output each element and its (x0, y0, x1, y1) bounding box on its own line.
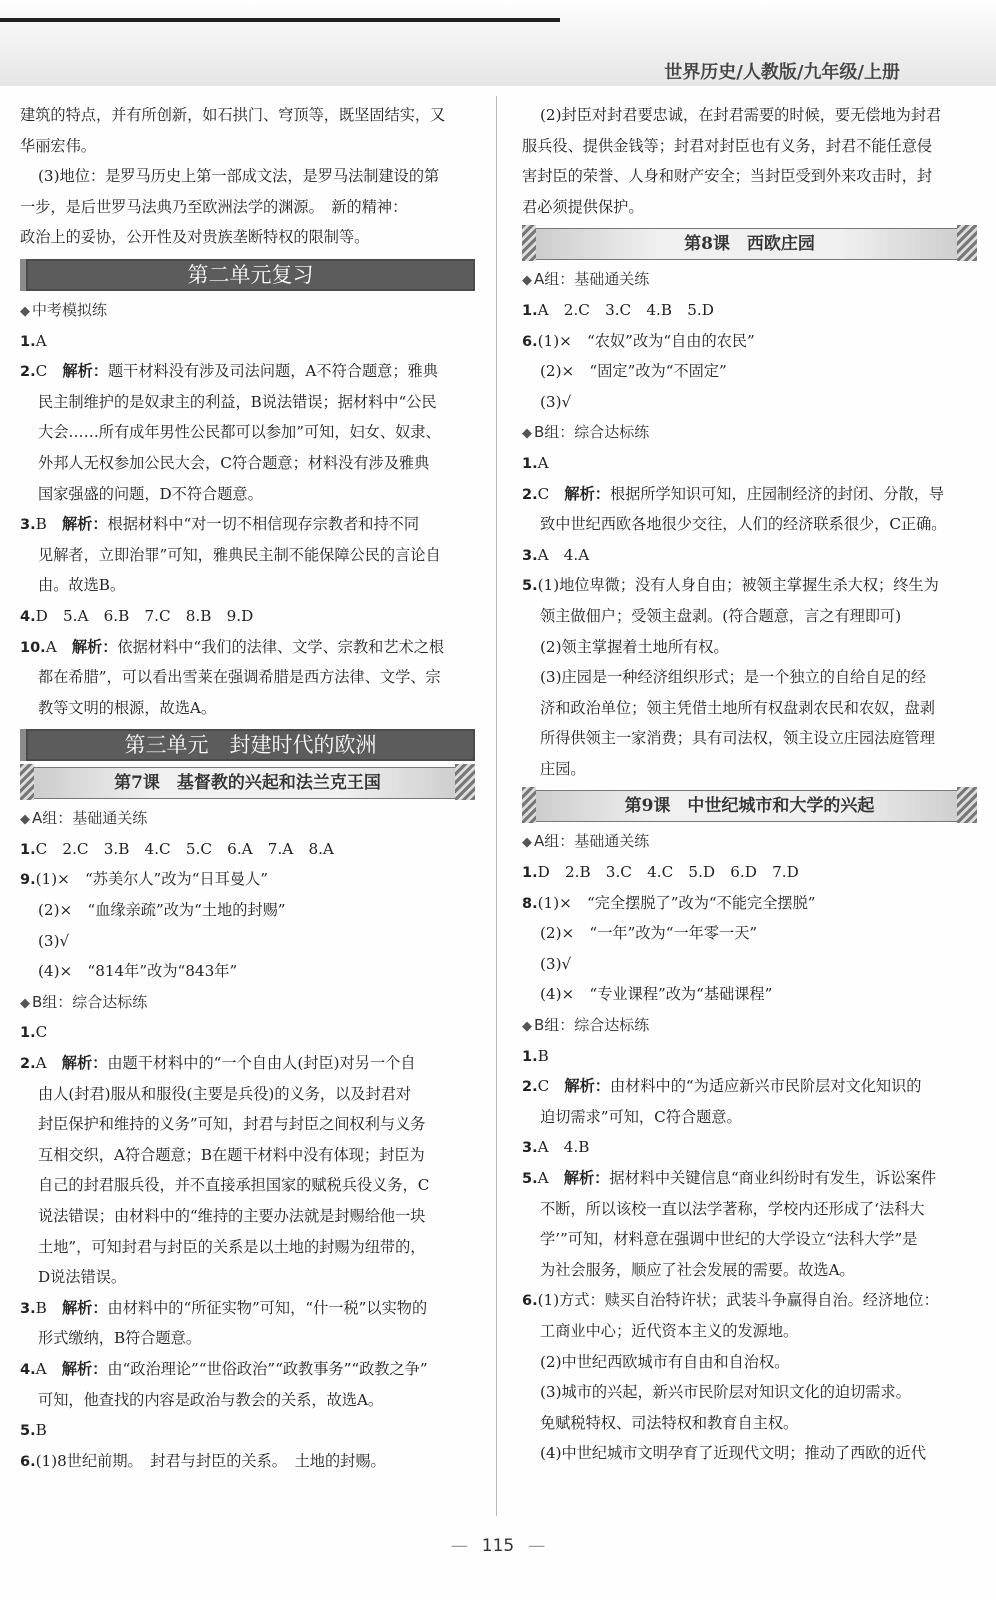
header-rule (0, 18, 560, 22)
diamond-icon: ◆ (20, 303, 30, 319)
answer-text: B (35, 1421, 47, 1440)
text-line: 工商业中心；近代资本主义的发源地。 (540, 1321, 799, 1340)
text-line: 见解者，立即治罪”可知，雅典民主制不能保障公民的言论自 (38, 545, 441, 564)
analysis-label: 解析： (564, 1077, 610, 1096)
diamond-icon: ◆ (20, 995, 30, 1011)
left-column (20, 100, 475, 1476)
analysis-text: 由“政治理论”“世俗政治”“政教事务”“政教之争” (107, 1359, 428, 1378)
text-line: (2)领主掌握着土地所有权。 (540, 637, 729, 656)
question-number: 2. (522, 1079, 538, 1096)
question-number: 6. (522, 333, 538, 350)
analysis-text: 题干材料没有涉及司法问题，A不符合题意；雅典 (107, 362, 438, 381)
group-label: B组：综合达标练 (32, 992, 148, 1011)
text-line: 建筑的特点，并有所创新，如石拱门、穹顶等，既坚固结实，又 (20, 106, 446, 124)
answer-line (20, 1415, 475, 1446)
answer-line (522, 1041, 977, 1072)
text-line: 迫切需求”可知，C符合题意。 (540, 1107, 742, 1126)
analysis-text: 根据材料中“对一切不相信现存宗教者和持不同 (107, 515, 420, 534)
section-group-heading (522, 1010, 977, 1041)
diamond-icon: ◆ (522, 1019, 532, 1035)
answer-line (522, 1285, 977, 1316)
text-line: (2)× “一年”改为“一年零一天” (540, 924, 758, 943)
lesson-heading-banner: 第8课 西欧庄园 (522, 228, 977, 260)
question-number: 3. (522, 547, 538, 564)
text-line: 致中世纪西欧各地很少交往，人们的经济联系很少，C正确。 (540, 515, 947, 534)
analysis-label: 解析： (563, 1169, 610, 1187)
answer-line (522, 540, 977, 571)
analysis-label: 解析： (71, 637, 118, 656)
answer-line (522, 857, 977, 888)
question-number: 6. (20, 1453, 36, 1470)
answer-line (522, 1163, 977, 1194)
answer-text: A (45, 637, 72, 656)
answer-line (20, 601, 475, 632)
answer-text: B (35, 1298, 62, 1317)
text-line: 庄园。 (540, 759, 586, 778)
answer-text: C 2.C 3.B 4.C 5.C 6.A 7.A 8.A (35, 839, 334, 858)
text-line: (3)地位：是罗马历史上第一部成文法，是罗马法制建设的第 (38, 167, 440, 186)
question-number: 2. (20, 364, 36, 381)
answer-line (20, 834, 475, 865)
text-line: 大会……所有成年男性公民都可以参加”可知，妇女、奴隶、 (38, 423, 441, 442)
question-number: 4. (20, 1361, 36, 1378)
lesson-heading-banner: 第7课 基督教的兴起和法兰克王国 (20, 767, 475, 799)
question-number: 10. (20, 639, 46, 656)
question-number: 1. (20, 841, 36, 858)
text-line: (3)庄园是一种经济组织形式；是一个独立的自给自足的经 (540, 668, 927, 687)
group-label: A组：基础通关练 (534, 832, 650, 851)
answer-text: (1)8世纪前期。 封君与封臣的关系。 土地的封赐。 (35, 1451, 386, 1470)
answer-line (20, 326, 475, 357)
answer-text: A (35, 331, 47, 350)
text-line: (2)中世纪西欧城市有自由和自治权。 (540, 1352, 790, 1371)
diamond-icon: ◆ (522, 426, 532, 442)
question-number: 2. (522, 486, 538, 503)
question-number: 8. (522, 895, 538, 912)
text-line: 说法错误；由材料中的“维持的主要办法就是封赐给他一块 (38, 1207, 426, 1225)
text-line: 自己的封君服兵役，并不直接承担国家的赋税兵役义务，C (38, 1176, 430, 1195)
text-line: 所得供领主一家消费；具有司法权，领主设立庄园法庭管理 (540, 729, 935, 748)
answer-text: A (537, 1169, 564, 1187)
answer-text: A (537, 453, 549, 472)
question-number: 9. (20, 872, 36, 889)
group-label: B组：综合达标练 (534, 1016, 650, 1035)
text-line: 形式缴纳，B符合题意。 (38, 1329, 202, 1348)
answer-line (20, 1017, 475, 1048)
answer-line (522, 326, 977, 357)
analysis-text: 由题干材料中的“一个自由人(封臣)对另一个自 (107, 1054, 416, 1073)
question-number: 1. (522, 455, 538, 472)
analysis-label: 解析： (61, 1359, 108, 1378)
text-line: (4)× “814年”改为“843年” (38, 962, 238, 981)
text-line: 华丽宏伟。 (20, 136, 96, 155)
answer-line (20, 864, 475, 895)
answer-text: D 2.B 3.C 4.C 5.D 6.D 7.D (537, 863, 799, 882)
section-group-heading (20, 295, 475, 326)
text-line: 君必须提供保护。 (522, 197, 644, 216)
text-line: (4)× “专业课程”改为“基础课程” (540, 985, 773, 1004)
text-line: 土地”，可知封君与封臣的关系是以土地的封赐为纽带的， (38, 1237, 426, 1256)
section-group-heading (522, 417, 977, 448)
answer-line (20, 1446, 475, 1477)
text-line: (3)城市的兴起，新兴市民阶层对知识文化的迫切需求。 (540, 1383, 911, 1402)
question-number: 1. (522, 302, 538, 319)
question-number: 1. (522, 865, 538, 882)
section-group-heading (522, 826, 977, 857)
answer-line (20, 632, 475, 663)
answer-text: C (35, 362, 63, 381)
question-number: 1. (522, 1048, 538, 1065)
answer-line (20, 509, 475, 540)
analysis-text: 据材料中关键信息“商业纠纷时有发生，诉讼案件 (609, 1169, 937, 1187)
analysis-text: 依据材料中“我们的法律、文学、宗教和艺术之根 (117, 637, 445, 656)
answer-text: C (537, 1077, 565, 1096)
answer-line (522, 479, 977, 510)
text-line: (2)× “血缘亲疏”改为“土地的封赐” (38, 901, 286, 920)
question-number: 2. (20, 1056, 36, 1073)
analysis-label: 解析： (61, 1054, 108, 1073)
answer-text: (1)× “完全摆脱了”改为“不能完全摆脱” (537, 893, 816, 912)
answer-line (522, 888, 977, 919)
answer-line (522, 1132, 977, 1163)
text-line: D说法错误。 (38, 1268, 127, 1287)
answer-text: C (537, 484, 565, 503)
page-number: 115 (481, 1536, 515, 1556)
group-label: A组：基础通关练 (32, 809, 148, 828)
answer-line (20, 1293, 475, 1324)
text-line: (2)封臣对封君要忠诚，在封君需要的时候，要无偿地为封君 (540, 106, 942, 124)
text-line: 服兵役、提供金钱等；封君对封臣也有义务，封君不能任意侵 (522, 136, 933, 155)
text-line: 不断，所以该校一直以法学著称，学校内还形成了‘法科大 (540, 1199, 925, 1218)
answer-text: C (35, 1023, 48, 1042)
text-line: 为社会服务，顺应了社会发展的需要。故选A。 (540, 1260, 855, 1279)
section-group-heading (522, 264, 977, 295)
answer-text: D 5.A 6.B 7.C 8.B 9.D (35, 606, 254, 625)
text-line: 民主制维护的是奴隶主的利益，B说法错误；据材料中“公民 (38, 392, 437, 411)
running-header-title: 世界历史/人教版/九年级/上册 (664, 62, 900, 83)
section-group-heading (20, 987, 475, 1018)
group-label: A组：基础通关练 (534, 270, 650, 289)
analysis-label: 解析： (61, 515, 108, 534)
text-line: (3)√ (540, 954, 572, 973)
text-line: (2)× “固定”改为“不固定” (540, 362, 727, 381)
question-number: 1. (20, 1025, 36, 1042)
text-line: 领主做佃户；受领主盘剥。(符合题意，言之有理即可) (540, 606, 902, 625)
answer-line (522, 1071, 977, 1102)
question-number: 4. (20, 608, 36, 625)
unit-heading-banner: 第二单元复习 (20, 259, 475, 291)
diamond-icon: ◆ (20, 812, 30, 828)
answer-line (522, 570, 977, 601)
text-line: 由人(封君)服从和服役(主要是兵役)的义务，以及封君对 (38, 1084, 412, 1103)
text-line: 政治上的妥协，公开性及对贵族垄断特权的限制等。 (20, 228, 370, 247)
analysis-text: 由材料中的“为适应新兴市民阶层对文化知识的 (609, 1077, 922, 1096)
answer-text: B (537, 1046, 549, 1065)
answer-text: A 4.A (537, 545, 590, 564)
answer-line (20, 1048, 475, 1079)
column-divider (496, 96, 497, 1516)
answer-text: B (35, 515, 62, 534)
question-number: 5. (20, 1423, 36, 1440)
text-line: (3)√ (38, 931, 70, 950)
text-line: 可知，他查找的内容是政治与教会的关系，故选A。 (38, 1390, 384, 1409)
text-line: 都在希腊”，可以看出雪莱在强调希腊是西方法律、文学、宗 (38, 668, 441, 687)
page-footer: — 115 — (450, 1536, 546, 1556)
analysis-label: 解析： (564, 484, 610, 503)
text-line: 教等文明的根源，故选A。 (38, 698, 217, 717)
question-number: 3. (522, 1140, 538, 1157)
group-label: 中考模拟练 (32, 300, 108, 319)
unit-heading-banner: 第三单元 封建时代的欧洲 (20, 729, 475, 761)
lesson-heading-banner: 第9课 中世纪城市和大学的兴起 (522, 790, 977, 822)
diamond-icon: ◆ (522, 835, 532, 851)
text-line: 外邦人无权参加公民大会，C符合题意；材料没有涉及雅典 (38, 453, 430, 472)
answer-line (20, 356, 475, 387)
text-line: 学’”可知，材料意在强调中世纪的大学设立“法科大学”是 (540, 1230, 918, 1249)
question-number: 3. (20, 1300, 36, 1317)
text-line: 封臣保护和维持的义务”可知，封君与封臣之间权利与义务 (38, 1115, 426, 1134)
answer-text: A (35, 1054, 62, 1073)
text-line: 免赋税特权、司法特权和教育自主权。 (540, 1413, 799, 1432)
text-line: (4)中世纪城市文明孕育了近现代文明；推动了西欧的近代 (540, 1444, 927, 1463)
right-column (522, 100, 977, 1469)
analysis-label: 解析： (61, 1298, 108, 1317)
question-number: 6. (522, 1293, 538, 1310)
section-group-heading (20, 803, 475, 834)
answer-text: A 2.C 3.C 4.B 5.D (537, 300, 714, 319)
group-label: B组：综合达标练 (534, 423, 650, 442)
answer-text: A (35, 1359, 62, 1378)
analysis-text: 由材料中的“所征实物”可知，“什一税”以实物的 (107, 1298, 428, 1317)
answer-line (522, 448, 977, 479)
answer-text: (1)× “苏美尔人”改为“日耳曼人” (35, 870, 268, 889)
text-line: 害封臣的荣誉、人身和财产安全；当封臣受到外来攻击时，封 (522, 167, 933, 186)
text-line: 一步，是后世罗马法典乃至欧洲法学的渊源。 新的精神： (20, 197, 408, 216)
question-number: 5. (522, 578, 538, 595)
text-line: 济和政治单位；领主凭借土地所有权盘剥农民和农奴，盘剥 (540, 698, 935, 717)
answer-text: (1)方式：赎买自治特许状；武装斗争赢得自治。经济地位： (537, 1291, 939, 1310)
answer-text: (1)地位卑微；没有人身自由；被领主掌握生杀大权；终生为 (537, 576, 939, 595)
answer-line (20, 1354, 475, 1385)
text-line: 国家强盛的问题，D不符合题意。 (38, 484, 263, 503)
question-number: 1. (20, 333, 36, 350)
text-line: 互相交织，A符合题意；B在题干材料中没有体现；封臣为 (38, 1145, 425, 1164)
analysis-label: 解析： (62, 362, 108, 381)
question-number: 5. (522, 1171, 538, 1187)
text-line: (3)√ (540, 392, 572, 411)
question-number: 3. (20, 517, 36, 534)
answer-text: A 4.B (537, 1138, 590, 1157)
analysis-text: 根据所学知识可知，庄园制经济的封闭、分散，导 (609, 484, 945, 503)
answer-line (522, 295, 977, 326)
text-line: 由。故选B。 (38, 576, 126, 595)
diamond-icon: ◆ (522, 273, 532, 289)
answer-text: (1)× “农奴”改为“自由的农民” (537, 331, 755, 350)
